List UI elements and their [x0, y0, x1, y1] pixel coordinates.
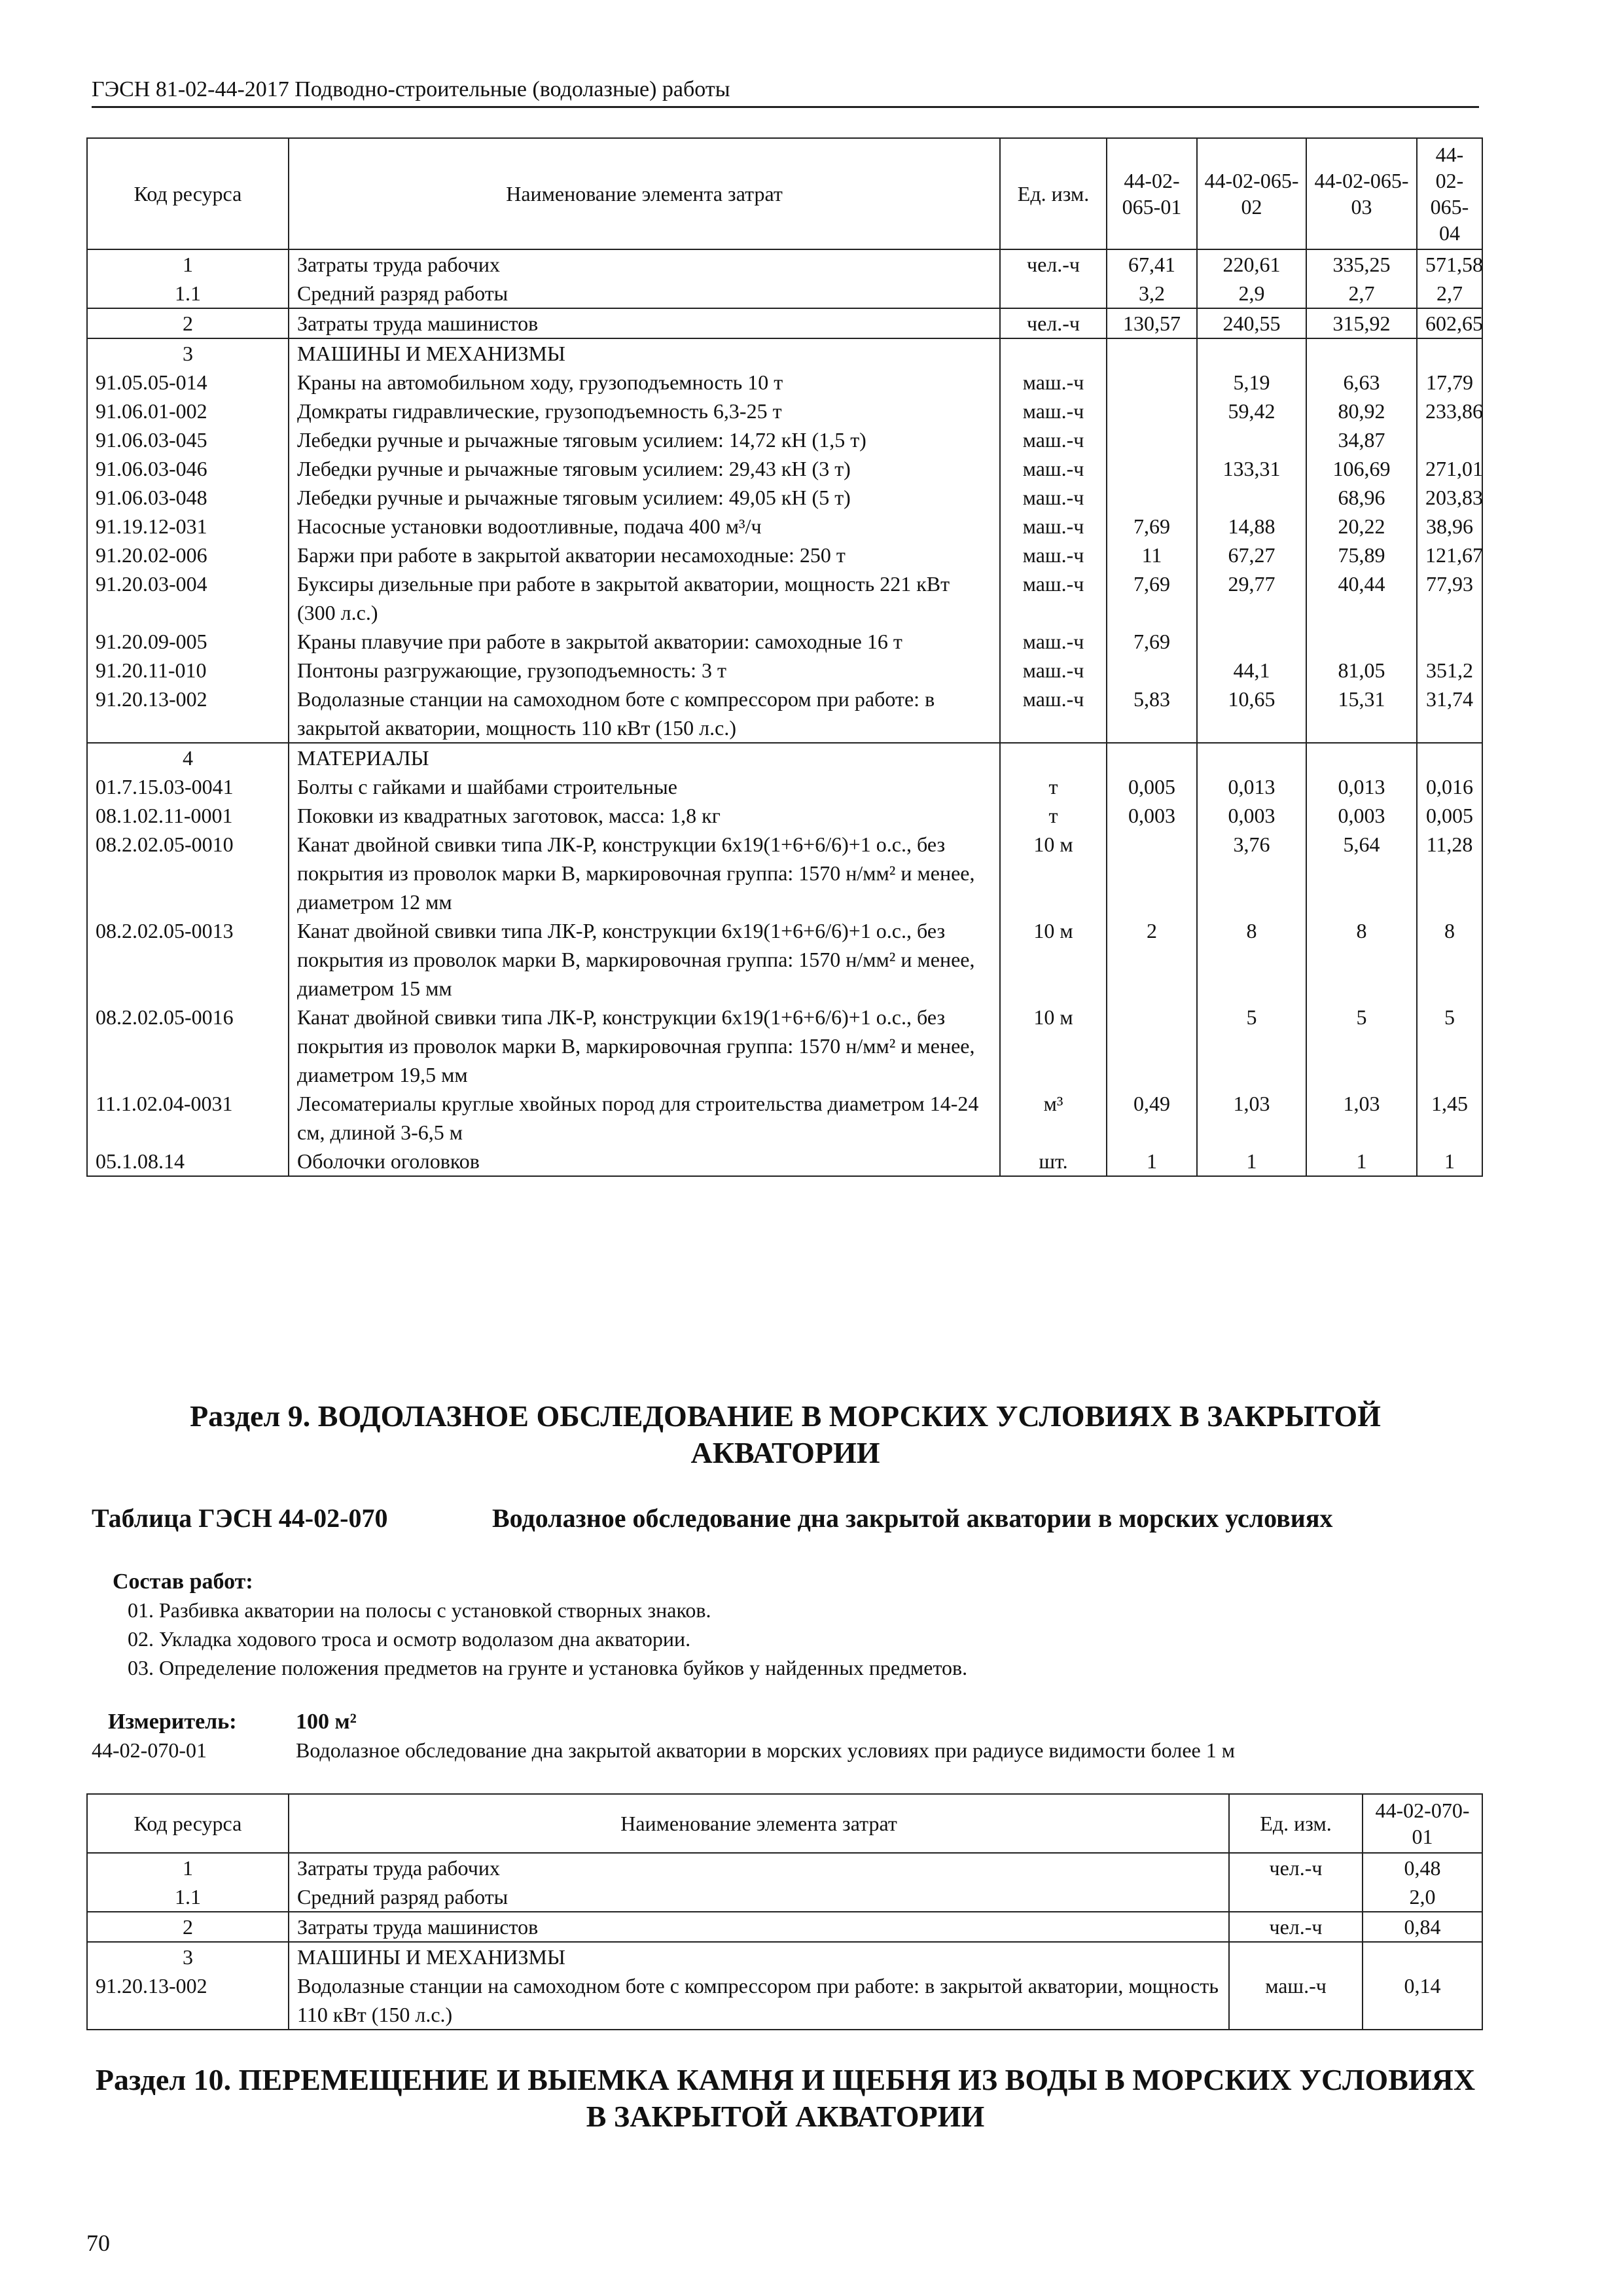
resource-code: 4 — [87, 743, 289, 772]
resource-value: 5 — [1197, 1003, 1306, 1089]
resource-value: 1,03 — [1197, 1089, 1306, 1147]
resource-value: 602,65 — [1417, 308, 1482, 338]
page-header: ГЭСН 81-02-44-2017 Подводно-строительные (водолазные) работы — [92, 77, 1479, 108]
resource-name: Средний разряд работы — [289, 279, 1000, 308]
resource-value — [1107, 454, 1197, 483]
resource-code: 08.2.02.05-0013 — [87, 916, 289, 1003]
resource-code: 08.2.02.05-0016 — [87, 1003, 289, 1089]
resource-unit: 10 м — [1000, 916, 1107, 1003]
table-row — [87, 801, 1482, 830]
resource-value: 31,74 — [1417, 685, 1482, 743]
table-row — [87, 743, 1482, 772]
resource-name: Затраты труда машинистов — [289, 1912, 1229, 1942]
resource-name: Затраты труда рабочих — [289, 249, 1000, 279]
resource-unit: чел.-ч — [1229, 1853, 1363, 1882]
resource-value: 8 — [1197, 916, 1306, 1003]
resource-value: 3,2 — [1107, 279, 1197, 308]
resource-value: 44,1 — [1197, 656, 1306, 685]
resource-value: 5,19 — [1197, 368, 1306, 397]
resource-value: 20,22 — [1306, 512, 1417, 541]
header-unit: Ед. изм. — [1229, 1794, 1363, 1853]
resource-value: 1 — [1417, 1147, 1482, 1176]
resource-value — [1306, 338, 1417, 368]
resource-value: 68,96 — [1306, 483, 1417, 512]
resource-code: 1 — [87, 249, 289, 279]
resource-value: 80,92 — [1306, 397, 1417, 425]
norm-text: Водолазное обследование дна закрытой акватории в морских условиях при радиусе видимости более 1 м — [296, 1738, 1235, 1762]
resource-value: 40,44 — [1306, 569, 1417, 627]
resource-value — [1107, 743, 1197, 772]
resource-value — [1417, 743, 1482, 772]
resource-value: 121,67 — [1417, 541, 1482, 569]
resource-value: 0,013 — [1197, 772, 1306, 801]
resource-code: 91.20.11-010 — [87, 656, 289, 685]
resource-name: Лебедки ручные и рычажные тяговым усилием: 14,72 кН (1,5 т) — [289, 425, 1000, 454]
resource-value: 0,84 — [1363, 1912, 1482, 1942]
resource-name: Буксиры дизельные при работе в закрытой акватории, мощность 221 кВт (300 л.с.) — [289, 569, 1000, 627]
resource-value: 0,016 — [1417, 772, 1482, 801]
resource-unit — [1229, 1882, 1363, 1912]
table-row — [87, 1942, 1482, 1971]
resource-value: 0,48 — [1363, 1853, 1482, 1882]
resource-value: 7,69 — [1107, 569, 1197, 627]
table-row — [87, 249, 1482, 279]
resource-code: 91.06.03-045 — [87, 425, 289, 454]
table-row — [87, 1147, 1482, 1176]
resource-unit: чел.-ч — [1229, 1912, 1363, 1942]
table-row — [87, 397, 1482, 425]
resource-value: 351,2 — [1417, 656, 1482, 685]
resource-code: 08.1.02.11-0001 — [87, 801, 289, 830]
resource-unit: т — [1000, 801, 1107, 830]
resource-code: 91.20.13-002 — [87, 685, 289, 743]
table-code: Таблица ГЭСН 44-02-070 — [92, 1503, 388, 1533]
resource-unit: маш.-ч — [1000, 483, 1107, 512]
resource-code: 91.06.03-048 — [87, 483, 289, 512]
resource-value: 1 — [1107, 1147, 1197, 1176]
resource-value: 7,69 — [1107, 512, 1197, 541]
resource-table-065 — [86, 137, 1483, 1177]
resource-unit: маш.-ч — [1000, 454, 1107, 483]
resource-name: Канат двойной свивки типа ЛК-Р, конструкции 6х19(1+6+6/6)+1 о.с., без покрытия из проволок марки В, маркировочная группа: 1570 н/мм² и менее, диаметром 12 мм — [289, 830, 1000, 916]
resource-value: 0,003 — [1107, 801, 1197, 830]
resource-value: 335,25 — [1306, 249, 1417, 279]
norm-code: 44-02-070-01 — [92, 1738, 207, 1762]
resource-value: 106,69 — [1306, 454, 1417, 483]
resource-code: 01.7.15.03-0041 — [87, 772, 289, 801]
resource-unit: чел.-ч — [1000, 308, 1107, 338]
resource-value: 67,27 — [1197, 541, 1306, 569]
resource-value: 271,01 — [1417, 454, 1482, 483]
resource-value: 0,003 — [1306, 801, 1417, 830]
resource-value: 11,28 — [1417, 830, 1482, 916]
resource-unit: маш.-ч — [1000, 685, 1107, 743]
resource-value: 17,79 — [1417, 368, 1482, 397]
resource-name: Краны плавучие при работе в закрытой акватории: самоходные 16 т — [289, 627, 1000, 656]
resource-code: 91.19.12-031 — [87, 512, 289, 541]
resource-name: Канат двойной свивки типа ЛК-Р, конструкции 6х19(1+6+6/6)+1 о.с., без покрытия из проволок марки В, маркировочная группа: 1570 н/мм² и менее, диаметром 19,5 мм — [289, 1003, 1000, 1089]
resource-value: 0,49 — [1107, 1089, 1197, 1147]
resource-value: 2 — [1107, 916, 1197, 1003]
resource-name: Понтоны разгружающие, грузоподъемность: 3 т — [289, 656, 1000, 685]
resource-value — [1417, 338, 1482, 368]
resource-code: 91.20.13-002 — [87, 1971, 289, 2030]
resource-unit: м³ — [1000, 1089, 1107, 1147]
resource-value: 240,55 — [1197, 308, 1306, 338]
resource-unit — [1000, 743, 1107, 772]
resource-unit: 10 м — [1000, 830, 1107, 916]
resource-name: Средний разряд работы — [289, 1882, 1229, 1912]
resource-value: 0,005 — [1417, 801, 1482, 830]
resource-name: Лесоматериалы круглые хвойных пород для строительства диаметром 14-24 см, длиной 3-6,5 м — [289, 1089, 1000, 1147]
resource-value: 6,63 — [1306, 368, 1417, 397]
resource-value — [1306, 743, 1417, 772]
resource-value: 1 — [1197, 1147, 1306, 1176]
table-row — [87, 454, 1482, 483]
section-9-title: Раздел 9. ВОДОЛАЗНОЕ ОБСЛЕДОВАНИЕ В МОРСКИХ УСЛОВИЯХ В ЗАКРЫТОЙ АКВАТОРИИ — [190, 1399, 1381, 1469]
header-code: Код ресурса — [87, 138, 289, 249]
resource-value: 8 — [1306, 916, 1417, 1003]
resource-code: 91.05.05-014 — [87, 368, 289, 397]
table-header-row — [87, 1794, 1482, 1853]
resource-unit: чел.-ч — [1000, 249, 1107, 279]
resource-value — [1107, 425, 1197, 454]
resource-value — [1107, 397, 1197, 425]
resource-unit: маш.-ч — [1000, 569, 1107, 627]
resource-value: 34,87 — [1306, 425, 1417, 454]
resource-name: Лебедки ручные и рычажные тяговым усилием: 49,05 кН (5 т) — [289, 483, 1000, 512]
resource-code: 2 — [87, 308, 289, 338]
table-row — [87, 916, 1482, 1003]
header-name: Наименование элемента затрат — [289, 1794, 1229, 1853]
resource-code: 91.20.03-004 — [87, 569, 289, 627]
table-row — [87, 368, 1482, 397]
table-row — [87, 830, 1482, 916]
header-col-1: 44-02-070-01 — [1363, 1794, 1482, 1853]
resource-unit: маш.-ч — [1229, 1971, 1363, 2030]
measure-label: Измеритель: — [108, 1710, 237, 1734]
table-row — [87, 772, 1482, 801]
resource-name: Баржи при работе в закрытой акватории несамоходные: 250 т — [289, 541, 1000, 569]
resource-value: 2,7 — [1417, 279, 1482, 308]
resource-table-070 — [86, 1793, 1483, 2030]
resource-value — [1107, 656, 1197, 685]
table-row — [87, 656, 1482, 685]
resource-name: Канат двойной свивки типа ЛК-Р, конструкции 6х19(1+6+6/6)+1 о.с., без покрытия из проволок марки В, маркировочная группа: 1570 н/мм² и менее, диаметром 15 мм — [289, 916, 1000, 1003]
resource-name: Лебедки ручные и рычажные тяговым усилием: 29,43 кН (3 т) — [289, 454, 1000, 483]
work-item: 03. Определение положения предметов на грунте и установка буйков у найденных предметов. — [128, 1656, 968, 1679]
resource-value — [1197, 425, 1306, 454]
resource-code: 91.06.03-046 — [87, 454, 289, 483]
table-row — [87, 627, 1482, 656]
resource-name: Домкраты гидравлические, грузоподъемность 6,3-25 т — [289, 397, 1000, 425]
resource-value: 220,61 — [1197, 249, 1306, 279]
header-col-2: 44-02-065-02 — [1197, 138, 1306, 249]
resource-value — [1417, 627, 1482, 656]
resource-unit — [1229, 1942, 1363, 1971]
resource-value: 2,9 — [1197, 279, 1306, 308]
resource-unit: маш.-ч — [1000, 512, 1107, 541]
header-name: Наименование элемента затрат — [289, 138, 1000, 249]
resource-value: 0,14 — [1363, 1971, 1482, 2030]
resource-value — [1197, 483, 1306, 512]
header-code: Код ресурса — [87, 1794, 289, 1853]
resource-value: 203,83 — [1417, 483, 1482, 512]
resource-value — [1107, 1003, 1197, 1089]
resource-value: 5,64 — [1306, 830, 1417, 916]
resource-value: 38,96 — [1417, 512, 1482, 541]
resource-code: 3 — [87, 338, 289, 368]
header-col-3: 44-02-065-03 — [1306, 138, 1417, 249]
table-row — [87, 338, 1482, 368]
table-row — [87, 1853, 1482, 1882]
work-item: 02. Укладка ходового троса и осмотр водолазом дна акватории. — [128, 1627, 691, 1651]
table-row — [87, 569, 1482, 627]
resource-name: Насосные установки водоотливные, подача 400 м³/ч — [289, 512, 1000, 541]
resource-unit: маш.-ч — [1000, 368, 1107, 397]
resource-code: 3 — [87, 1942, 289, 1971]
header-col-1: 44-02-065-01 — [1107, 138, 1197, 249]
table-row — [87, 308, 1482, 338]
resource-value: 75,89 — [1306, 541, 1417, 569]
measure-value: 100 м² — [296, 1710, 357, 1734]
resource-code: 05.1.08.14 — [87, 1147, 289, 1176]
resource-value — [1107, 338, 1197, 368]
resource-value: 1,03 — [1306, 1089, 1417, 1147]
resource-value: 130,57 — [1107, 308, 1197, 338]
resource-value: 5,83 — [1107, 685, 1197, 743]
resource-value: 81,05 — [1306, 656, 1417, 685]
resource-code: 91.20.09-005 — [87, 627, 289, 656]
resource-value: 10,65 — [1197, 685, 1306, 743]
resource-value: 571,58 — [1417, 249, 1482, 279]
resource-value: 133,31 — [1197, 454, 1306, 483]
resource-code: 11.1.02.04-0031 — [87, 1089, 289, 1147]
resource-code: 91.06.01-002 — [87, 397, 289, 425]
resource-code: 1 — [87, 1853, 289, 1882]
resource-value: 15,31 — [1306, 685, 1417, 743]
work-item: 01. Разбивка акватории на полосы с установкой створных знаков. — [128, 1598, 711, 1622]
resource-value: 2,0 — [1363, 1882, 1482, 1912]
resource-unit — [1000, 279, 1107, 308]
resource-value — [1306, 627, 1417, 656]
table-name: Водолазное обследование дна закрытой акватории в морских условиях — [492, 1503, 1333, 1533]
table-row — [87, 1089, 1482, 1147]
resource-value: 233,86 — [1417, 397, 1482, 425]
resource-value: 1,45 — [1417, 1089, 1482, 1147]
resource-name: МАТЕРИАЛЫ — [289, 743, 1000, 772]
resource-name: Оболочки оголовков — [289, 1147, 1000, 1176]
resource-value: 3,76 — [1197, 830, 1306, 916]
work-heading: Состав работ: — [113, 1570, 253, 1594]
resource-unit: маш.-ч — [1000, 541, 1107, 569]
resource-value: 5 — [1306, 1003, 1417, 1089]
resource-value: 77,93 — [1417, 569, 1482, 627]
resource-name: МАШИНЫ И МЕХАНИЗМЫ — [289, 338, 1000, 368]
table-row — [87, 512, 1482, 541]
table-header-row — [87, 138, 1482, 249]
resource-value: 8 — [1417, 916, 1482, 1003]
resource-code: 91.20.02-006 — [87, 541, 289, 569]
resource-name: МАШИНЫ И МЕХАНИЗМЫ — [289, 1942, 1229, 1971]
resource-value: 0,003 — [1197, 801, 1306, 830]
resource-code: 08.2.02.05-0010 — [87, 830, 289, 916]
resource-unit: маш.-ч — [1000, 627, 1107, 656]
resource-unit: маш.-ч — [1000, 397, 1107, 425]
resource-unit: т — [1000, 772, 1107, 801]
resource-unit: маш.-ч — [1000, 656, 1107, 685]
resource-name: Болты с гайками и шайбами строительные — [289, 772, 1000, 801]
table-row — [87, 425, 1482, 454]
resource-name: Краны на автомобильном ходу, грузоподъемность 10 т — [289, 368, 1000, 397]
page-number: 70 — [86, 2230, 110, 2256]
table-row — [87, 1882, 1482, 1912]
resource-name: Водолазные станции на самоходном боте с компрессором при работе: в закрытой акватории, мощность 110 кВт (150 л.с.) — [289, 685, 1000, 743]
resource-value — [1417, 425, 1482, 454]
resource-value — [1197, 743, 1306, 772]
resource-value — [1107, 368, 1197, 397]
resource-value: 2,7 — [1306, 279, 1417, 308]
resource-unit — [1000, 338, 1107, 368]
resource-value — [1197, 627, 1306, 656]
resource-name: Затраты труда рабочих — [289, 1853, 1229, 1882]
resource-unit: 10 м — [1000, 1003, 1107, 1089]
resource-value: 315,92 — [1306, 308, 1417, 338]
header-unit: Ед. изм. — [1000, 138, 1107, 249]
resource-value: 7,69 — [1107, 627, 1197, 656]
resource-value — [1197, 338, 1306, 368]
resource-value: 5 — [1417, 1003, 1482, 1089]
table-row — [87, 541, 1482, 569]
resource-value: 0,005 — [1107, 772, 1197, 801]
resource-value — [1107, 830, 1197, 916]
resource-unit: шт. — [1000, 1147, 1107, 1176]
resource-unit: маш.-ч — [1000, 425, 1107, 454]
section-10-title: Раздел 10. ПЕРЕМЕЩЕНИЕ И ВЫЕМКА КАМНЯ И ЩЕБНЯ ИЗ ВОДЫ В МОРСКИХ УСЛОВИЯХ В ЗАКРЫТОЙ АКВАТОРИИ — [95, 2063, 1476, 2133]
table-row — [87, 1912, 1482, 1942]
resource-value: 11 — [1107, 541, 1197, 569]
resource-name: Водолазные станции на самоходном боте с компрессором при работе: в закрытой акватории, мощность 110 кВт (150 л.с.) — [289, 1971, 1229, 2030]
table-row — [87, 1971, 1482, 2030]
resource-code: 1.1 — [87, 279, 289, 308]
resource-value: 59,42 — [1197, 397, 1306, 425]
resource-value: 29,77 — [1197, 569, 1306, 627]
resource-value — [1363, 1942, 1482, 1971]
resource-value: 67,41 — [1107, 249, 1197, 279]
resource-code: 1.1 — [87, 1882, 289, 1912]
resource-value: 0,013 — [1306, 772, 1417, 801]
resource-value — [1107, 483, 1197, 512]
table-row — [87, 279, 1482, 308]
resource-name: Поковки из квадратных заготовок, масса: 1,8 кг — [289, 801, 1000, 830]
header-col-4: 44-02-065-04 — [1417, 138, 1482, 249]
table-row — [87, 483, 1482, 512]
table-row — [87, 685, 1482, 743]
resource-name: Затраты труда машинистов — [289, 308, 1000, 338]
resource-code: 2 — [87, 1912, 289, 1942]
table-row — [87, 1003, 1482, 1089]
resource-value: 14,88 — [1197, 512, 1306, 541]
resource-value: 1 — [1306, 1147, 1417, 1176]
